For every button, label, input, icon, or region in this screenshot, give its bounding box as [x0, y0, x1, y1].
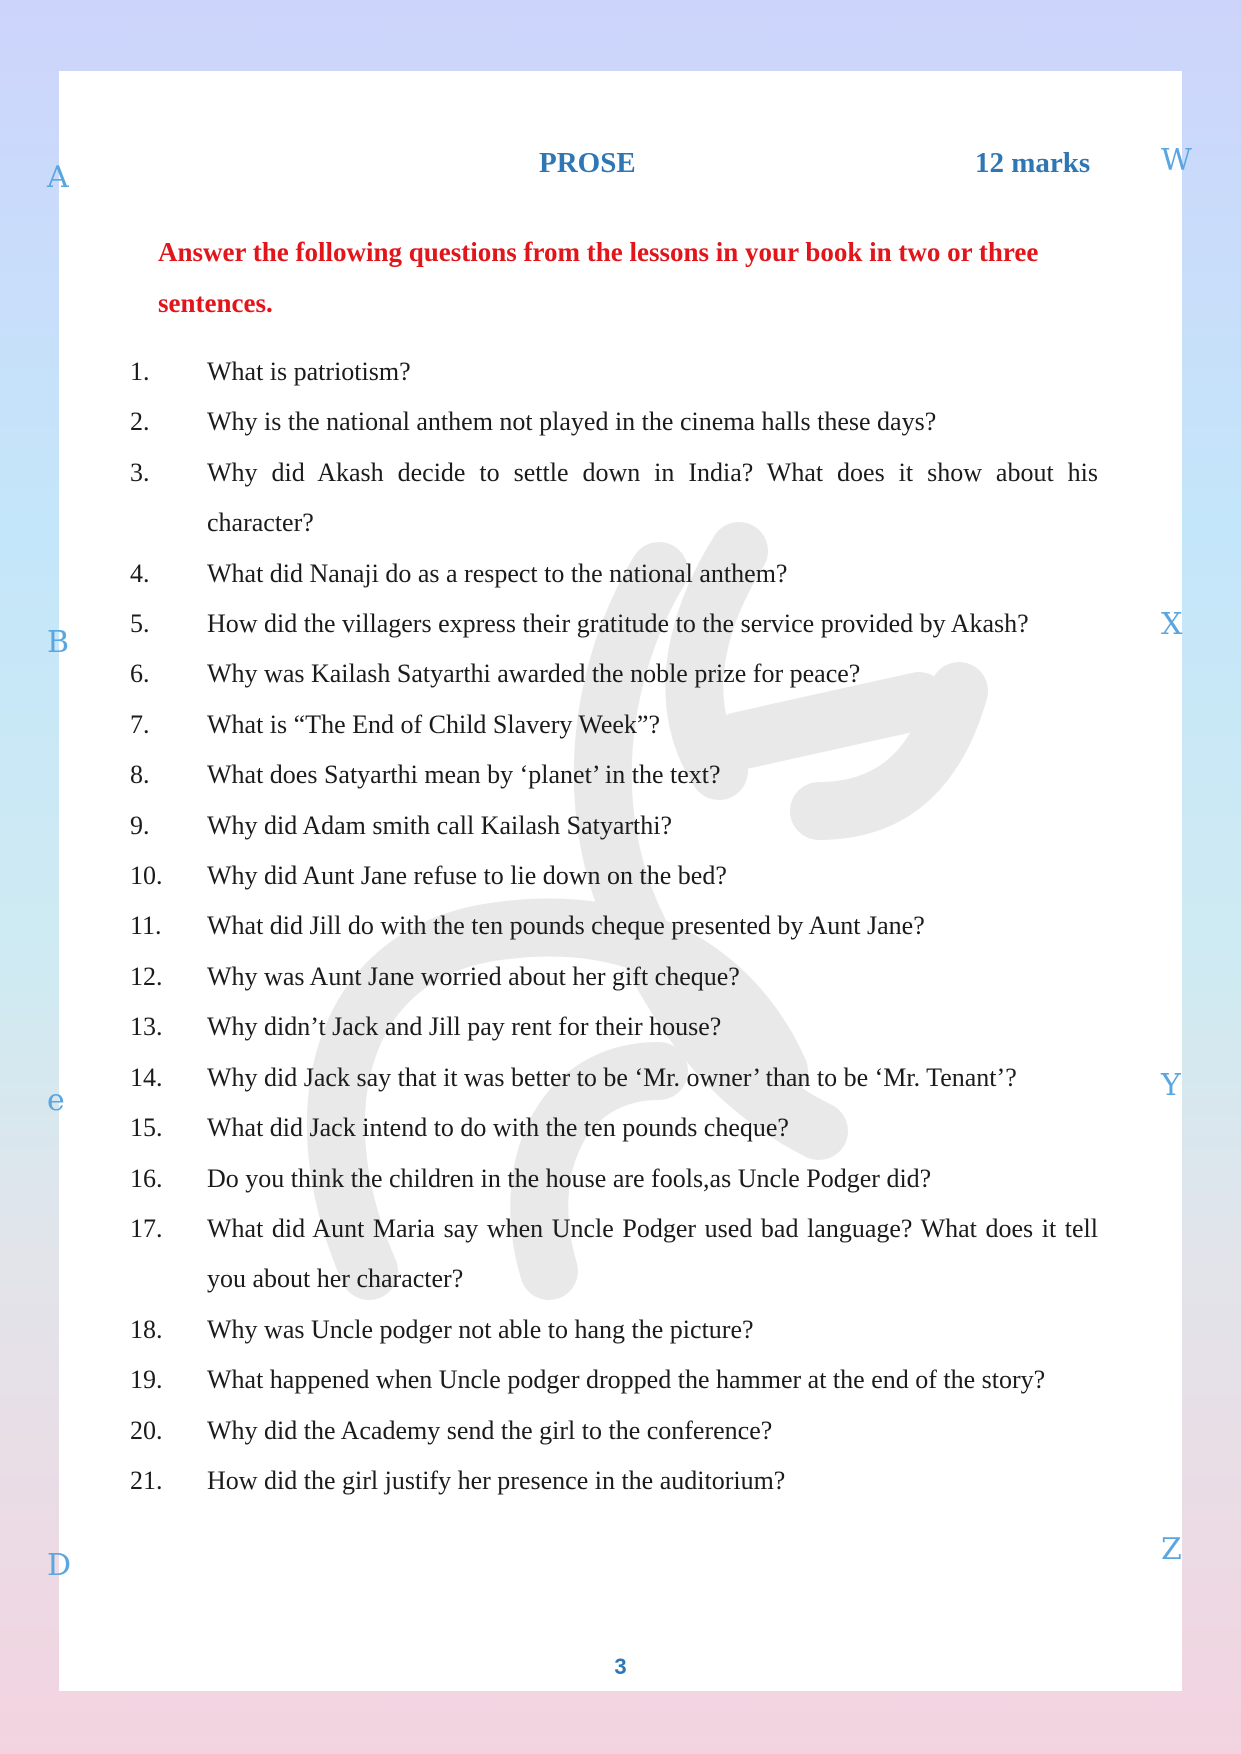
question-text: Why was Kailash Satyarthi awarded the noble prize for peace? — [207, 659, 861, 689]
question-item — [130, 1355, 1098, 1405]
question-item — [130, 1103, 1098, 1153]
question-text: Why did Akash decide to settle down in India? What does it show about his character? — [207, 457, 1098, 538]
side-letter-left-2: B — [47, 625, 70, 660]
question-number: 9. — [130, 810, 150, 840]
question-item — [130, 1053, 1098, 1103]
question-text: Why did Aunt Jane refuse to lie down on the bed? — [207, 861, 727, 891]
question-item — [130, 397, 1098, 447]
question-text: Why didn’t Jack and Jill pay rent for their house? — [207, 1012, 722, 1042]
question-number: 7. — [130, 709, 150, 739]
question-number: 19. — [130, 1365, 163, 1395]
question-number: 2. — [130, 407, 150, 437]
question-text: What is “The End of Child Slavery Week”? — [207, 709, 661, 739]
question-number: 5. — [130, 609, 150, 639]
question-number: 20. — [130, 1415, 163, 1445]
page-number: 3 — [614, 1654, 627, 1679]
question-text: Why was Aunt Jane worried about her gift cheque? — [207, 961, 740, 991]
question-item — [130, 347, 1098, 397]
question-number: 11. — [130, 911, 162, 941]
question-item — [130, 1154, 1098, 1204]
question-number: 13. — [130, 1012, 163, 1042]
question-number: 1. — [130, 357, 150, 386]
question-item — [130, 649, 1098, 699]
question-item — [130, 1406, 1098, 1456]
section-title: PROSE — [539, 147, 636, 179]
side-letter-right-2: X — [1161, 607, 1183, 642]
question-text: How did the villagers express their gratitude to the service provided by Akash? — [207, 609, 1029, 639]
side-letter-right-1: W — [1161, 143, 1192, 178]
side-letter-right-3: Y — [1161, 1068, 1181, 1103]
question-text: What did Nanaji do as a respect to the national anthem? — [207, 558, 788, 588]
question-text: What did Jill do with the ten pounds cheque presented by Aunt Jane? — [207, 911, 925, 941]
question-number: 17. — [130, 1213, 163, 1243]
question-item — [130, 1456, 1098, 1506]
question-text: Do you think the children in the house are fools,as Uncle Podger did? — [207, 1163, 932, 1193]
question-number: 4. — [130, 558, 150, 588]
question-number: 8. — [130, 760, 150, 790]
question-number: 21. — [130, 1465, 163, 1495]
question-item — [130, 599, 1098, 649]
question-number: 18. — [130, 1314, 163, 1344]
question-number: 10. — [130, 861, 163, 891]
question-item — [130, 1204, 1098, 1305]
question-text: Why did the Academy send the girl to the conference? — [207, 1415, 773, 1445]
question-list — [130, 347, 1098, 1506]
question-number: 3. — [130, 457, 150, 487]
side-letter-left-4: D — [47, 1548, 72, 1583]
question-item — [130, 801, 1098, 851]
question-item — [130, 448, 1098, 549]
question-text: Why is the national anthem not played in the cinema halls these days? — [207, 407, 937, 437]
question-number: 14. — [130, 1062, 163, 1092]
question-text: What is patriotism? — [207, 357, 411, 386]
side-letter-left-1: A — [47, 160, 69, 195]
side-letter-right-4: Z — [1161, 1532, 1182, 1567]
question-item — [130, 549, 1098, 599]
question-text: What did Aunt Maria say when Uncle Podger used bad language? What does it tell you about her character? — [207, 1213, 1098, 1294]
question-text: Why did Jack say that it was better to be ‘Mr. owner’ than to be ‘Mr. Tenant’? — [207, 1062, 1017, 1092]
question-item — [130, 750, 1098, 800]
question-text: Why was Uncle podger not able to hang the picture? — [207, 1314, 754, 1344]
question-number: 12. — [130, 961, 163, 991]
section-header — [0, 143, 1241, 187]
question-item — [130, 1305, 1098, 1355]
question-text: How did the girl justify her presence in the auditorium? — [207, 1465, 786, 1495]
question-item — [130, 952, 1098, 1002]
question-item — [130, 901, 1098, 951]
instructions-text: Answer the following questions from the lessons in your book in two or three sentences. — [158, 237, 1039, 318]
question-text: What happened when Uncle podger dropped the hammer at the end of the story? — [207, 1365, 1046, 1395]
question-number: 15. — [130, 1113, 163, 1143]
question-item — [130, 700, 1098, 750]
question-text: What does Satyarthi mean by ‘planet’ in the text? — [207, 760, 721, 790]
question-number: 16. — [130, 1163, 163, 1193]
question-item — [130, 1002, 1098, 1052]
side-letter-left-3: e — [47, 1083, 65, 1118]
question-text: What did Jack intend to do with the ten pounds cheque? — [207, 1113, 789, 1143]
question-item — [130, 851, 1098, 901]
question-number: 6. — [130, 659, 150, 689]
section-marks: 12 marks — [975, 147, 1091, 179]
question-text: Why did Adam smith call Kailash Satyarthi? — [207, 810, 673, 840]
